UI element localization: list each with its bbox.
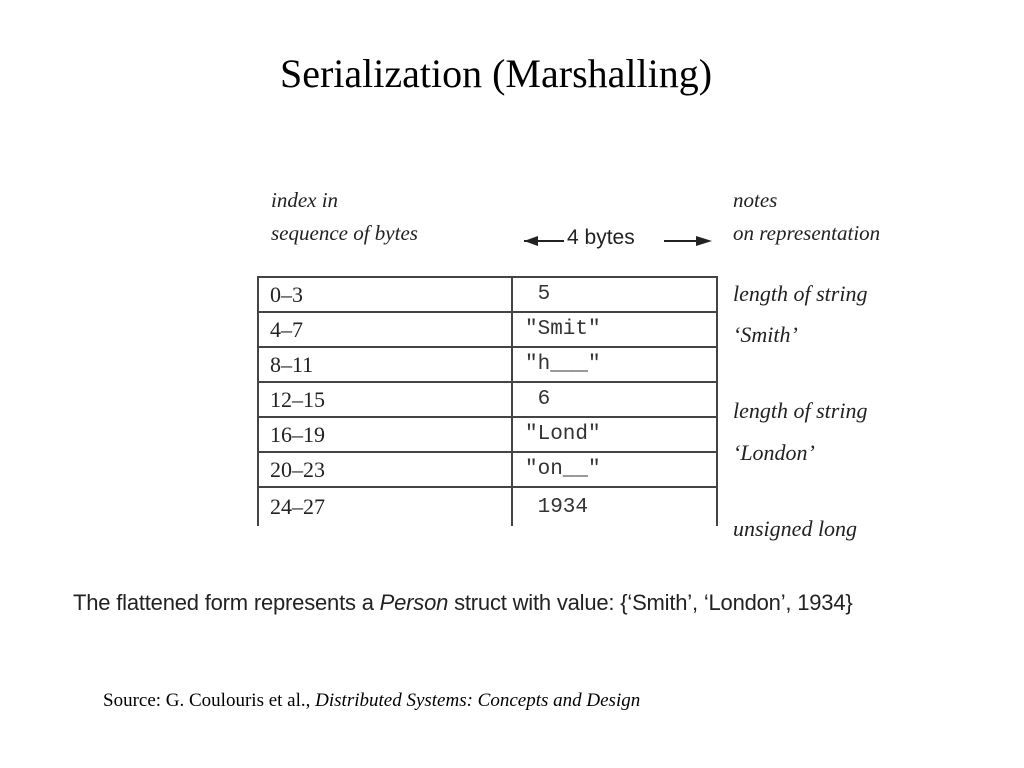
byte-value-cell: 6 <box>512 382 717 417</box>
table-row <box>258 312 717 347</box>
byte-value-cell: 1934 <box>512 487 717 526</box>
notes-column-header <box>733 184 880 250</box>
table-row <box>258 487 717 526</box>
caption-person-type: Person <box>379 590 449 615</box>
table-row <box>258 382 717 417</box>
index-column-header <box>271 184 418 250</box>
four-bytes-width-indicator <box>520 226 715 254</box>
caption-text-end: struct with value: {‘Smith’, ‘London’, 1934} <box>448 590 853 615</box>
byte-value-cell: "h___" <box>512 347 717 382</box>
notes-header-line2: on representation <box>733 221 881 245</box>
table-row <box>258 277 717 312</box>
source-citation <box>103 690 640 712</box>
note-length-of-string-2: length of string <box>733 398 868 423</box>
bytes-label: 4 bytes <box>567 226 635 249</box>
byte-index-cell: 16–19 <box>258 417 512 452</box>
byte-value-cell: 5 <box>512 277 717 312</box>
caption-text-start: The flattened form represents a <box>73 590 380 615</box>
note-length-of-string: length of string <box>733 281 868 306</box>
notes-header-line1: notes <box>733 188 778 212</box>
table-row <box>258 347 717 382</box>
note-unsigned-long: unsigned long <box>733 516 858 541</box>
page-title: Serialization (Marshalling) <box>279 51 713 96</box>
table-row <box>258 417 717 452</box>
byte-value-cell: "Smit" <box>512 312 717 347</box>
note-london: ‘London’ <box>733 440 815 465</box>
byte-index-cell: 24–27 <box>258 487 512 526</box>
index-header-line2: sequence of bytes <box>271 221 418 245</box>
figure-caption <box>73 590 853 616</box>
byte-value-cell: "Lond" <box>512 417 717 452</box>
source-book-title: Distributed Systems: Concepts and Design <box>315 690 641 711</box>
byte-index-cell: 8–11 <box>258 347 512 382</box>
byte-sequence-table <box>257 276 718 526</box>
byte-index-cell: 12–15 <box>258 382 512 417</box>
byte-index-cell: 4–7 <box>258 312 512 347</box>
byte-index-cell: 20–23 <box>258 452 512 487</box>
note-smith: ‘Smith’ <box>733 322 798 347</box>
byte-value-cell: "on__" <box>512 452 717 487</box>
index-header-line1: index in <box>271 188 339 212</box>
source-prefix: Source: G. Coulouris et al., <box>103 690 316 711</box>
table-row <box>258 452 717 487</box>
byte-index-cell: 0–3 <box>258 277 512 312</box>
